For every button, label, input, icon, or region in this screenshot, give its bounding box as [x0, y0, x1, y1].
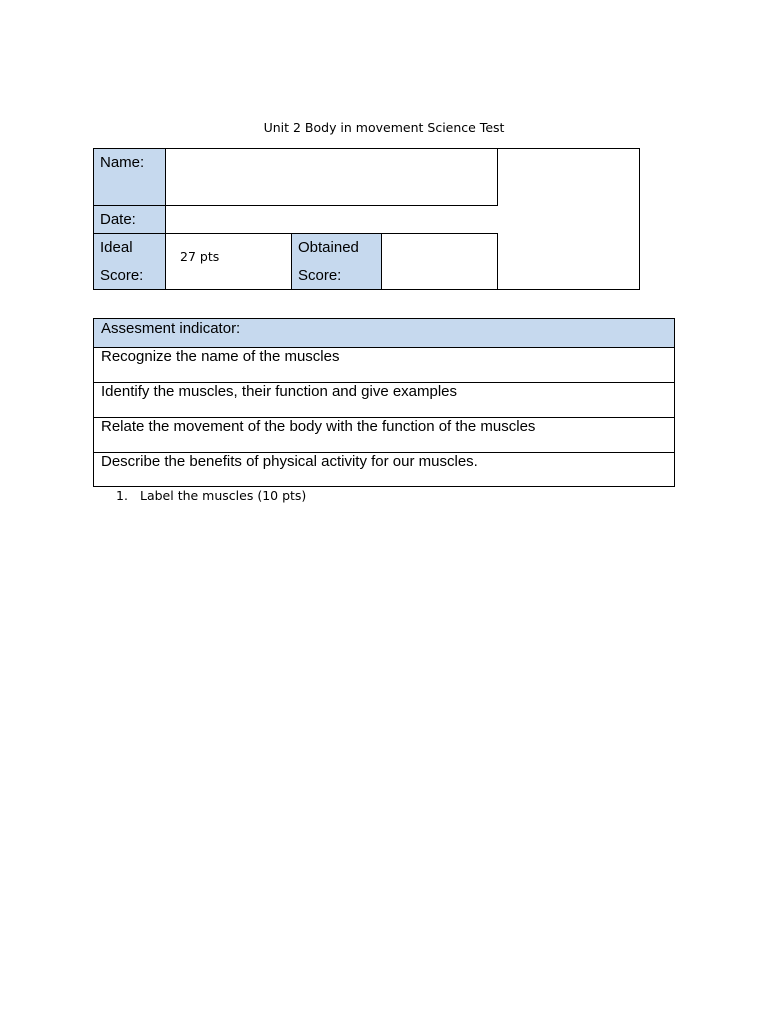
name-label-text: Name:: [100, 154, 145, 171]
name-label: [93, 148, 166, 206]
indicator-text: Identify the muscles, their function and give examples: [101, 383, 458, 400]
question-item: [116, 488, 306, 503]
obtained-score-label: [291, 233, 382, 290]
question-text: Label the muscles (10 pts): [140, 488, 307, 503]
ideal-label-line2: Score:: [100, 267, 144, 284]
date-label: [93, 205, 166, 234]
obtained-label-line2: Score:: [298, 267, 342, 284]
ideal-label-line1: Ideal: [100, 239, 133, 256]
indicator-row: [93, 382, 675, 418]
indicator-row: [93, 417, 675, 453]
name-field[interactable]: [165, 148, 498, 206]
obtained-score-field[interactable]: [381, 233, 498, 290]
date-label-text: Date:: [100, 211, 136, 228]
obtained-label-line1: Obtained: [298, 239, 359, 256]
question-number: 1.: [116, 488, 128, 503]
indicator-text: Describe the benefits of physical activity for our muscles.: [101, 453, 478, 470]
indicator-row: [93, 452, 675, 487]
indicator-row: [93, 347, 675, 383]
assessment-header-text: Assesment indicator:: [101, 320, 241, 337]
assessment-header: [93, 318, 675, 348]
ideal-score-value: [165, 233, 292, 290]
indicator-text: Recognize the name of the muscles: [101, 348, 340, 365]
indicator-text: Relate the movement of the body with the function of the muscles: [101, 418, 536, 435]
document-title: Unit 2 Body in movement Science Test: [263, 120, 505, 135]
ideal-score-label: [93, 233, 166, 290]
ideal-score-text: 27 pts: [180, 249, 220, 264]
